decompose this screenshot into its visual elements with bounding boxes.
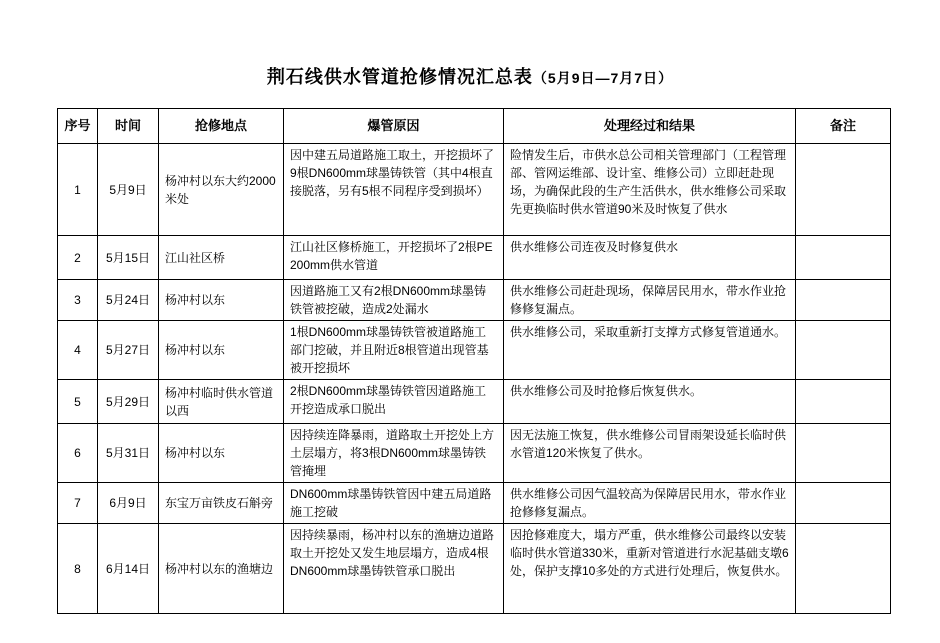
cell-seq: 4 — [58, 321, 98, 380]
cell-result: 险情发生后，市供水总公司相关管理部门（工程管理部、管网运维部、设计室、维修公司）立即赶赴现场，为确保此段的生产生活供水，供水维修公司采取先更换临时供水管道90米及时恢复了供水 — [504, 144, 796, 236]
cell-result: 因无法施工恢复，供水维修公司冒雨架设延长临时供水管道120米恢复了供水。 — [504, 424, 796, 483]
cell-date: 5月15日 — [98, 236, 159, 280]
cell-date: 5月29日 — [98, 380, 159, 424]
cell-seq: 5 — [58, 380, 98, 424]
cell-remark — [796, 236, 891, 280]
cell-remark — [796, 380, 891, 424]
cell-cause: DN600mm球墨铸铁管因中建五局道路施工挖破 — [284, 483, 504, 524]
repair-summary-table — [57, 108, 891, 614]
page-title-main: 荆石线供水管道抢修情况汇总表 — [266, 67, 533, 87]
cell-result: 供水维修公司，采取重新打支撑方式修复管道通水。 — [504, 321, 796, 380]
cell-date: 6月14日 — [98, 524, 159, 614]
cell-cause: 2根DN600mm球墨铸铁管因道路施工开挖造成承口脱出 — [284, 380, 504, 424]
table-row — [58, 144, 891, 236]
cell-seq: 6 — [58, 424, 98, 483]
table-row — [58, 380, 891, 424]
cell-cause: 因持续暴雨，杨冲村以东的渔塘边道路取土开挖处又发生地层塌方，造成4根DN600mm球墨铸铁管承口脱出 — [284, 524, 504, 614]
cell-seq: 3 — [58, 280, 98, 321]
table-row — [58, 424, 891, 483]
header-cause: 爆管原因 — [284, 109, 504, 144]
cell-cause: 因道路施工又有2根DN600mm球墨铸铁管被挖破，造成2处漏水 — [284, 280, 504, 321]
cell-remark — [796, 144, 891, 236]
cell-result: 供水维修公司赶赴现场，保障居民用水，带水作业抢修修复漏点。 — [504, 280, 796, 321]
cell-date: 5月27日 — [98, 321, 159, 380]
cell-date: 5月24日 — [98, 280, 159, 321]
cell-location: 杨冲村临时供水管道以西 — [159, 380, 284, 424]
cell-remark — [796, 321, 891, 380]
cell-location: 杨冲村以东 — [159, 424, 284, 483]
header-remark: 备注 — [796, 109, 891, 144]
cell-seq: 2 — [58, 236, 98, 280]
cell-remark — [796, 424, 891, 483]
cell-cause: 因持续连降暴雨，道路取土开挖处上方土层塌方，将3根DN600mm球墨铸铁管掩埋 — [284, 424, 504, 483]
cell-seq: 1 — [58, 144, 98, 236]
header-result: 处理经过和结果 — [504, 109, 796, 144]
cell-location: 江山社区桥 — [159, 236, 284, 280]
header-seq: 序号 — [58, 109, 98, 144]
table-row — [58, 280, 891, 321]
cell-result: 供水维修公司因气温较高为保障居民用水，带水作业抢修修复漏点。 — [504, 483, 796, 524]
table-row — [58, 483, 891, 524]
cell-remark — [796, 483, 891, 524]
table-row — [58, 321, 891, 380]
header-location: 抢修地点 — [159, 109, 284, 144]
page-title-date-range: （5月9日—7月7日） — [532, 70, 674, 86]
cell-cause: 江山社区修桥施工，开挖损坏了2根PE200mm供水管道 — [284, 236, 504, 280]
cell-remark — [796, 524, 891, 614]
cell-location: 杨冲村以东的渔塘边 — [159, 524, 284, 614]
table-row — [58, 236, 891, 280]
cell-result: 供水维修公司连夜及时修复供水 — [504, 236, 796, 280]
cell-location: 杨冲村以东 — [159, 280, 284, 321]
cell-date: 5月31日 — [98, 424, 159, 483]
cell-date: 6月9日 — [98, 483, 159, 524]
cell-result: 供水维修公司及时抢修后恢复供水。 — [504, 380, 796, 424]
cell-seq: 7 — [58, 483, 98, 524]
table-row — [58, 524, 891, 614]
cell-cause: 因中建五局道路施工取土，开挖损坏了9根DN600mm球墨铸铁管（其中4根直接脱落，另有5根不同程序受到损坏） — [284, 144, 504, 236]
page-title — [0, 0, 940, 89]
cell-date: 5月9日 — [98, 144, 159, 236]
cell-seq: 8 — [58, 524, 98, 614]
table-header-row — [58, 109, 891, 144]
cell-cause: 1根DN600mm球墨铸铁管被道路施工部门挖破，并且附近8根管道出现管基被开挖损坏 — [284, 321, 504, 380]
cell-remark — [796, 280, 891, 321]
header-date: 时间 — [98, 109, 159, 144]
cell-location: 东宝万亩铁皮石斛旁 — [159, 483, 284, 524]
cell-location: 杨冲村以东 — [159, 321, 284, 380]
cell-location: 杨冲村以东大约2000米处 — [159, 144, 284, 236]
cell-result: 因抢修难度大，塌方严重，供水维修公司最终以安装临时供水管道330米，重新对管道进行水泥基础支墩6处，保护支撑10多处的方式进行处理后，恢复供水。 — [504, 524, 796, 614]
